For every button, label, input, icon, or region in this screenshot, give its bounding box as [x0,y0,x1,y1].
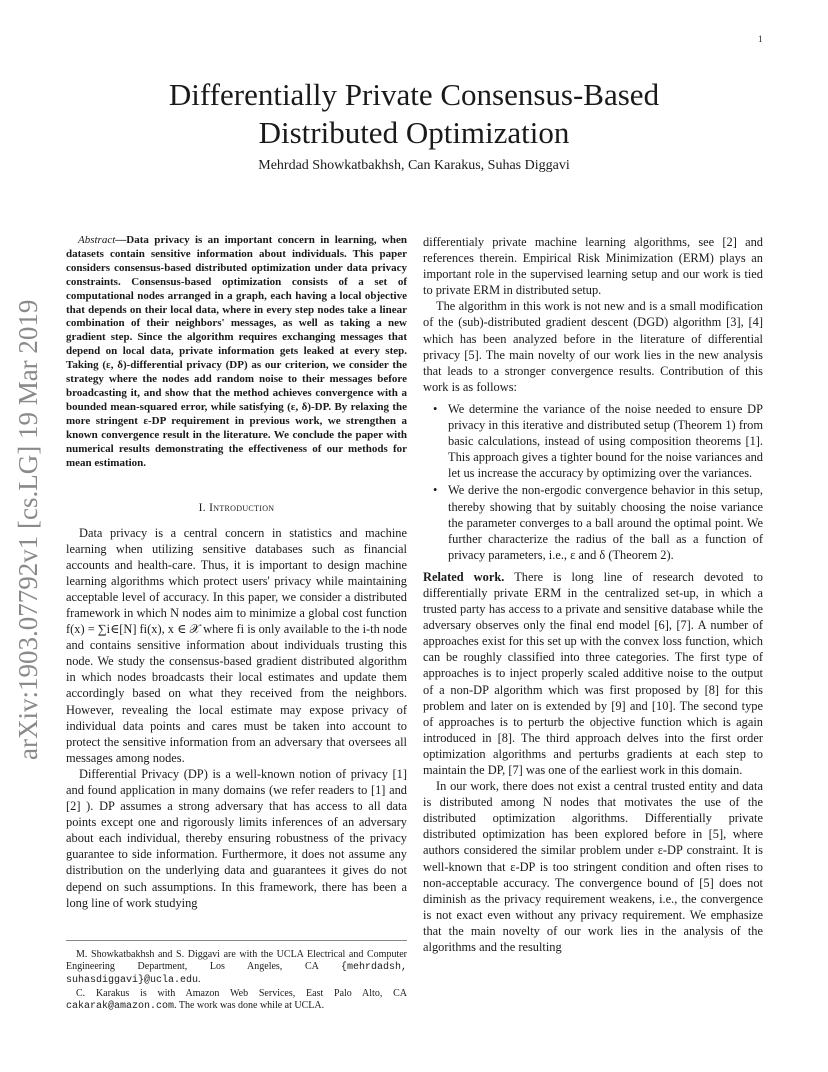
left-column [66,234,407,911]
intro-paragraph-2: Differential Privacy (DP) is a well-known notion of privacy [1] and found application in many domains (we refer readers to [1] and [2] ). DP assumes a strong adversary that has access to all data points except one and rigorously limits inferences of an adversary about each individual, thereby ensuring robustness of the privacy guarantee to side information. Furthermore, it does not assume any distribution on the underlying data and guarantees it gives do not depend on such assumptions. In this framework, there has been a long line of work studying [66,766,407,910]
related-work-paragraph [423,569,763,778]
abstract [66,234,407,470]
related-work-heading: Related work. [423,569,505,584]
paper-title [100,76,728,152]
footnote-affiliation-1 [66,949,407,988]
author-list: Mehrdad Showkatbakhsh, Can Karakus, Suhas Diggavi [258,158,570,173]
page-number: 1 [758,34,763,44]
abstract-text: —Data privacy is an important concern in learning, when datasets contain sensitive information about individuals. This paper considers consensus-based distributed optimization under data privacy constraints. Consensus-based optimization consists of a set of computational nodes arranged in a graph, each having a local objective that depends on their local data, where in every step nodes take a linear combination of their neighbors' messages, as well as taking a new gradient step. Since the algorithm requires exchanging messages that depend on local data, private information gets leaked at every step. Taking (ε, δ)-differential privacy (DP) as our criterion, we consider the strategy where the nodes add random noise to their messages before broadcasting it, and show that the method achieves convergence with a bounded mean-squared error, while satisfying (ε, δ)-DP. By relaxing the more stringent ε-DP requirement in previous work, we strengthen a known convergence result in the literature. We conclude the paper with numerical results demonstrating the effectiveness of our methods for mean estimation. [66,234,407,469]
abstract-label: Abstract [78,234,116,246]
footnotes [66,940,407,1013]
intro-paragraph-3: The algorithm in this work is not new and is a small modification of the (sub)-distributed gradient descent (DGD) algorithm [3], [4] which has been analyzed before in the literature of differential privacy [5]. The main novelty of our work lies in the new analysis that leads to a stronger convergence results. Contribution of this work is as follows: [423,299,763,394]
footnote-text: . [198,974,201,986]
section-heading-introduction [66,500,407,516]
intro-paragraph-4: In our work, there does not exist a central trusted entity and data is distributed among N nodes that motivates the use of the distributed optimization algorithms. Differentially private distributed optimization has been explored before in [5], where authors considered the similar problem under ε-DP constraint. It is well-known that ε-DP is too stringent condition and often rises to non-acceptable accuracy. The convergence bound of [5] does not diminish as the privacy requirement weakens, i.e., the convergence is not exact even without any privacy requirement. We emphasize that the main novelty of our work lies in the analysis of the algorithms and the resulting [423,779,763,955]
title-line-2: Distributed Optimization [258,115,570,150]
footnote-affiliation-2 [66,988,407,1013]
section-number: I. [198,502,206,515]
author-email: cakarak@amazon.com [66,1000,175,1012]
contribution-list [423,401,763,563]
related-work-text: There is long line of research devoted to differentially private ERM in the centralized set-up, in which a trusted party has access to a private and sensitive database while the adversary observes only the final end model [6], [7]. A number of approaches exist for this set up with the convex loss function, which can be roughly classified into three categories. The first type of approaches is to inject properly scaled additive noise to the output of a non-DP algorithm which was first proposed by [8] for this problem and later on is extended by [9] and [10]. The second type of approaches is to perturb the objective function which is again introduced in [8]. The third approach delves into the first order optimization algorithms and perturbs gradients at each step to maintain the DP, [7] was one of the earliest work in this domain. [423,569,763,777]
author-email: {mehrdadsh, suhasdiggavi}@ucla.edu [66,962,407,987]
arxiv-identifier: arXiv:1903.07792v1 [cs.LG] 19 Mar 2019 [13,299,43,760]
footnote-text: M. Showkatbakhsh and S. Diggavi are with the UCLA Electrical and Computer Engineering Department, Los Angeles, CA [66,949,407,973]
contribution-item: • We determine the variance of the noise needed to ensure DP privacy in this iterative and distributed setup (Theorem 1) from basic calculations, instead of using composition theorems [1]. This approach gives a tighter bound for the noise variances and let us increase the accuracy by optimizing over the variances. [423,401,763,481]
title-line-1: Differentially Private Consensus-Based [168,77,660,112]
contribution-item: • We derive the non-ergodic convergence behavior in this setup, thereby showing that by suitably choosing the noise variance the parameter converges to a ball around the optimal point. We further characterize the radius of the ball as a function of privacy parameters, i.e., ε and δ (Theorem 2). [423,482,763,562]
footnote-text: C. Karakus is with Amazon Web Services, East Palo Alto, CA [76,987,407,999]
intro-paragraph-1: Data privacy is a central concern in statistics and machine learning when utilizing sensitive databases such as financial accounts and health-care. Thus, it is important to design machine learning algorithms which protect users' privacy while maintaining acceptable level of accuracy. In this paper, we consider a distributed framework in which N nodes aim to minimize a global cost function f(x) = ∑i∈[N] fi(x), x ∈ 𝒳 where fi is only available to the i-th node and contains sensitive information about individuals trusting this node. We study the consensus-based gradient distributed algorithm in which nodes broadcasts their local estimates and update them accordingly based on what they received from the neighbors. However, revealing the local estimate may expose privacy of individual data points and cares must be taken into account to protect the sensitive information from an adversary that oversees all messages among nodes. [66,525,407,765]
section-title: Introduction [209,502,275,515]
intro-paragraph-continued: differentialy private machine learning algorithms, see [2] and references therein. Empirical Risk Minimization (ERM) plays an important role in the supervised learning setup and our work is tied to private ERM in distributed setup. [423,235,763,298]
footnote-text: . The work was done while at UCLA. [174,999,325,1011]
right-column [423,234,763,955]
